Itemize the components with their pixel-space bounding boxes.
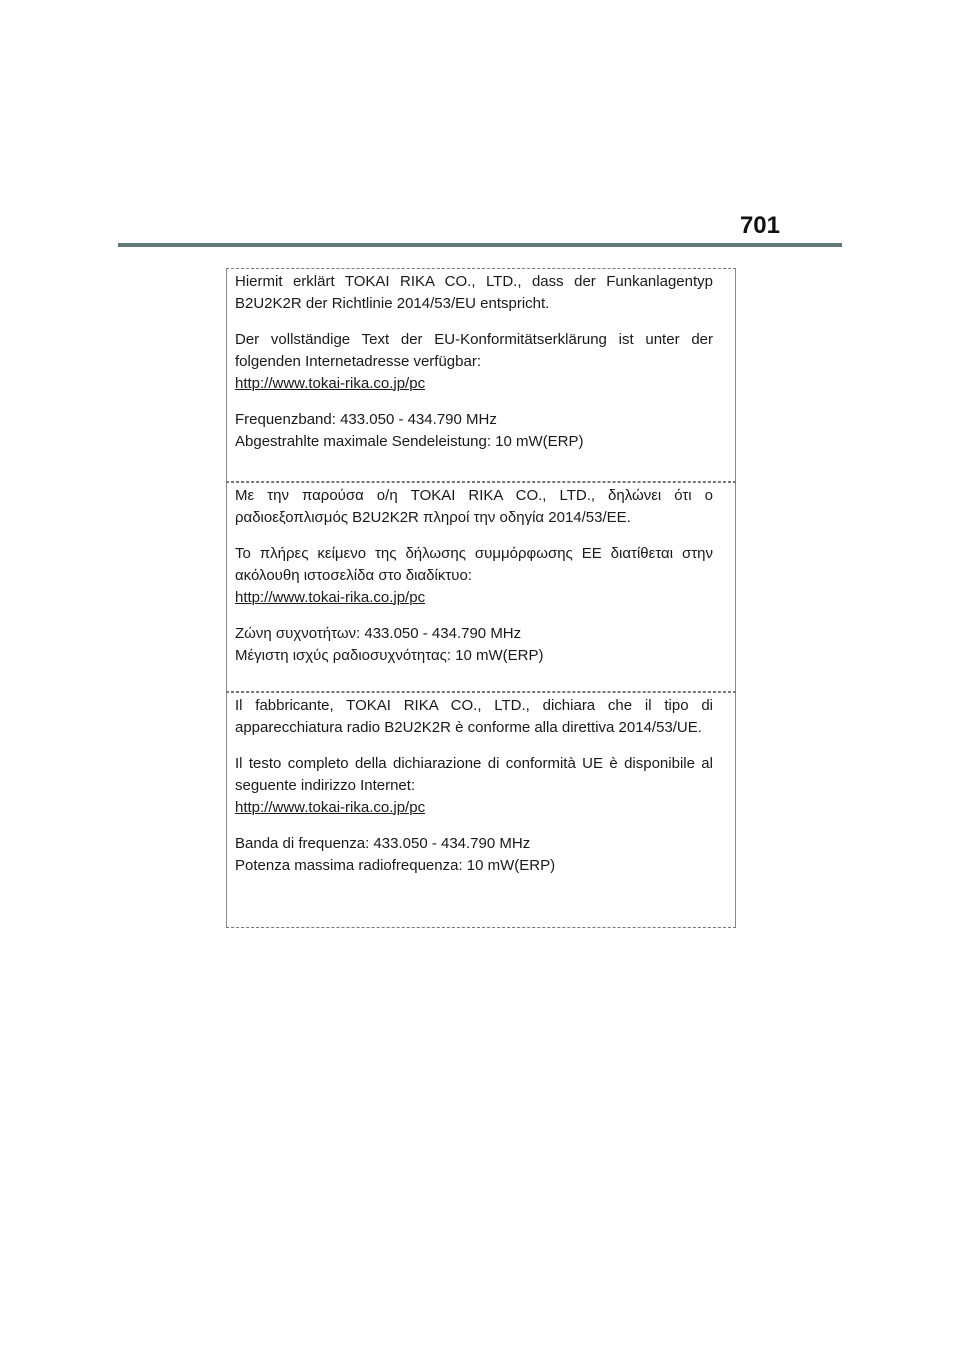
- max-power: Μέγιστη ισχύς ραδιοσυχνότητας: 10 mW(ERP): [235, 647, 544, 664]
- frequency-band: Ζώνη συχνοτήτων: 433.050 - 434.790 MHz: [235, 625, 522, 642]
- text-availability: Il testo completo della dichiarazione di conformità UE è disponibile al seguente indirizzo Internet:: [235, 755, 713, 794]
- declaration-box-italian: [226, 692, 736, 928]
- declaration-text: Hiermit erklärt TOKAI RIKA CO., LTD., dass der Funkanlagentyp B2U2K2R der Richtlinie 2014/53/EU entspricht.: [235, 273, 713, 312]
- page-number: 701: [739, 212, 780, 239]
- conformity-url-link[interactable]: http://www.tokai-rika.co.jp/pc: [235, 375, 426, 392]
- declaration-box-greek: [226, 482, 736, 692]
- text-availability: Το πλήρες κείμενο της δήλωσης συμμόρφωσης ΕΕ διατίθεται στην ακόλουθη ιστοσελίδα στο διαδίκτυο:: [235, 545, 713, 584]
- header-rule: [118, 243, 842, 247]
- max-power: Abgestrahlte maximale Sendeleistung: 10 mW(ERP): [235, 433, 584, 450]
- declaration-text: Il fabbricante, TOKAI RIKA CO., LTD., dichiara che il tipo di apparecchiatura radio B2U2K2R è conforme alla direttiva 2014/53/UE.: [235, 697, 713, 736]
- conformity-url-link[interactable]: http://www.tokai-rika.co.jp/pc: [235, 589, 426, 606]
- conformity-url-link[interactable]: http://www.tokai-rika.co.jp/pc: [235, 799, 426, 816]
- frequency-band: Banda di frequenza: 433.050 - 434.790 MHz: [235, 835, 531, 852]
- declaration-text: Με την παρούσα ο/η TOKAI RIKA CO., LTD., δηλώνει ότι ο ραδιοεξοπλισμός B2U2K2R πληροί την οδηγία 2014/53/ΕΕ.: [235, 487, 713, 526]
- max-power: Potenza massima radiofrequenza: 10 mW(ERP): [235, 857, 556, 874]
- frequency-band: Frequenzband: 433.050 - 434.790 MHz: [235, 411, 497, 428]
- declaration-box-german: [226, 268, 736, 482]
- text-availability: Der vollständige Text der EU-Konformitätserklärung ist unter der folgenden Internetadresse verfügbar:: [235, 331, 713, 370]
